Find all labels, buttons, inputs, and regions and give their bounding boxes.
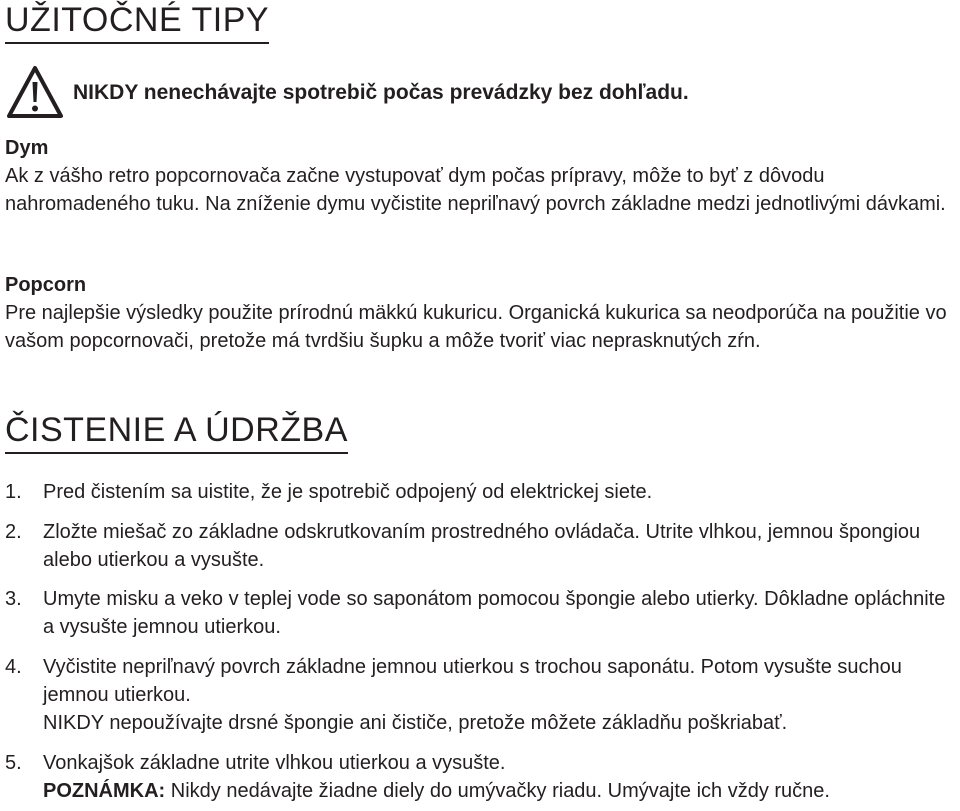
step-warning-text: NIKDY nepoužívajte drsné špongie ani čističe, pretože môžete základňu poškriabať. [43,712,788,734]
list-item [5,518,955,574]
step-number: 5. [5,752,22,774]
warning-triangle-icon [5,64,65,122]
tip-smoke-title: Dym [5,137,49,159]
tip-smoke [5,134,955,218]
step-number: 4. [5,656,22,678]
list-item [5,585,955,641]
tip-popcorn-title: Popcorn [5,274,87,296]
note-text: Nikdy nedávajte žiadne diely do umývačky riadu. Umývajte ich vždy ručne. [165,780,830,802]
list-item [5,653,955,737]
step-text: Umyte misku a veko v teplej vode so saponátom pomocou špongie alebo utierky. Dôkladne opláchnite a vysušte jemnou utierkou. [43,588,946,638]
step-text: Vyčistite nepriľnavý povrch základne jemnou utierkou s trochou saponátu. Potom vysušte suchou jemnou utierkou. [43,656,902,706]
section-heading-tips: UŽITOČNÉ TIPY [5,0,269,44]
step-text: Zložte miešač zo základne odskrutkovaním prostredného ovládača. Utrite vlhkou, jemnou špongiou alebo utierkou a vysušte. [43,521,921,571]
tip-popcorn [5,271,955,355]
cleaning-steps-list [5,478,955,805]
warning-notice [5,64,955,124]
step-number: 1. [5,481,22,503]
note-label: POZNÁMKA: [43,780,166,802]
step-text: Vonkajšok základne utrite vlhkou utierkou a vysušte. [43,752,506,774]
section-heading-cleaning: ČISTENIE A ÚDRŽBA [5,410,348,454]
tip-smoke-text: Ak z vášho retro popcornovača začne vystupovať dym počas prípravy, môže to byť z dôvodu nahromadeného tuku. Na zníženie dymu vyčistite nepriľnavý povrch základne medzi jednotlivými dávkami. [5,165,946,215]
step-number: 3. [5,588,22,610]
warning-text: NIKDY nenechávajte spotrebič počas prevádzky bez dohľadu. [73,81,689,104]
step-number: 2. [5,521,22,543]
step-text: Pred čistením sa uistite, že je spotrebič odpojený od elektrickej siete. [43,481,653,503]
list-item [5,478,955,506]
list-item [5,749,955,805]
tip-popcorn-text: Pre najlepšie výsledky použite prírodnú mäkkú kukuricu. Organická kukurica sa neodporúča na použitie vo vašom popcornovači, pretože má tvrdšiu šupku a môže tvoriť viac neprasknutých zŕn. [5,302,947,352]
